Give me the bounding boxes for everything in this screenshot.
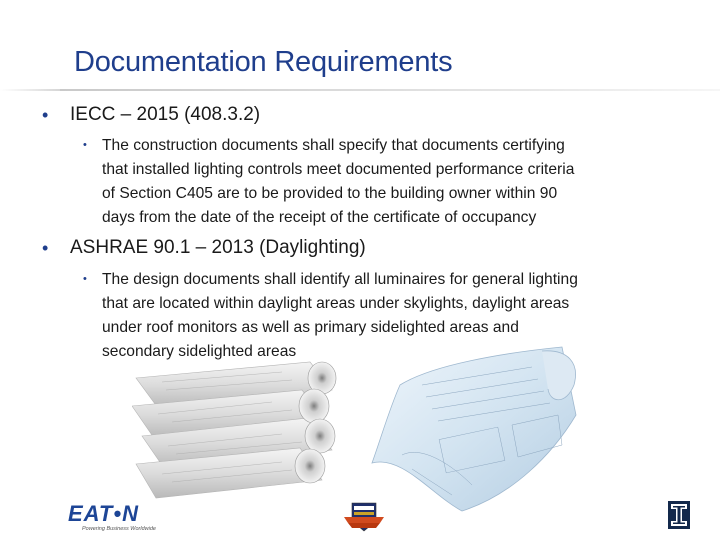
ashrae-line-1: The design documents shall identify all luminaires for general lighting <box>102 271 578 288</box>
iecc-line-4: days from the date of the receipt of the certificate of occupancy <box>102 209 537 226</box>
section-heading-iecc: IECC – 2015 (408.3.2) <box>70 104 261 125</box>
rolled-blueprints-image <box>132 360 344 500</box>
curled-blueprint-image <box>362 345 584 515</box>
iecc-line-3: of Section C405 are to be provided to the building owner within 90 <box>102 185 558 202</box>
bullet-sub-2: • <box>83 273 87 285</box>
ashrae-line-3: under roof monitors as well as primary sidelighted areas and <box>102 319 519 336</box>
slide-title: Documentation Requirements <box>74 46 453 78</box>
iecc-line-2: that installed lighting controls meet documented performance criteria <box>102 161 575 178</box>
smart-energy-badge-icon <box>342 501 386 533</box>
eaton-logo <box>68 503 156 532</box>
title-rule-fade <box>0 89 60 91</box>
illinois-block-i-icon <box>668 501 690 529</box>
iecc-requirement-text <box>102 134 662 230</box>
section-heading-ashrae: ASHRAE 90.1 – 2013 (Daylighting) <box>70 237 366 258</box>
bullet-main-1: • <box>42 105 49 125</box>
ashrae-line-2: that are located within daylight areas under skylights, daylight areas <box>102 295 570 312</box>
bullet-main-2: • <box>42 238 49 258</box>
bullet-sub-1: • <box>83 139 87 151</box>
title-rule <box>60 89 720 91</box>
eaton-tagline: Powering Business Worldwide <box>82 526 156 532</box>
ashrae-line-4: secondary sidelighted areas <box>102 343 297 360</box>
iecc-line-1: The construction documents shall specify that documents certifying <box>102 137 565 154</box>
eaton-wordmark: EAT•N <box>68 501 139 526</box>
